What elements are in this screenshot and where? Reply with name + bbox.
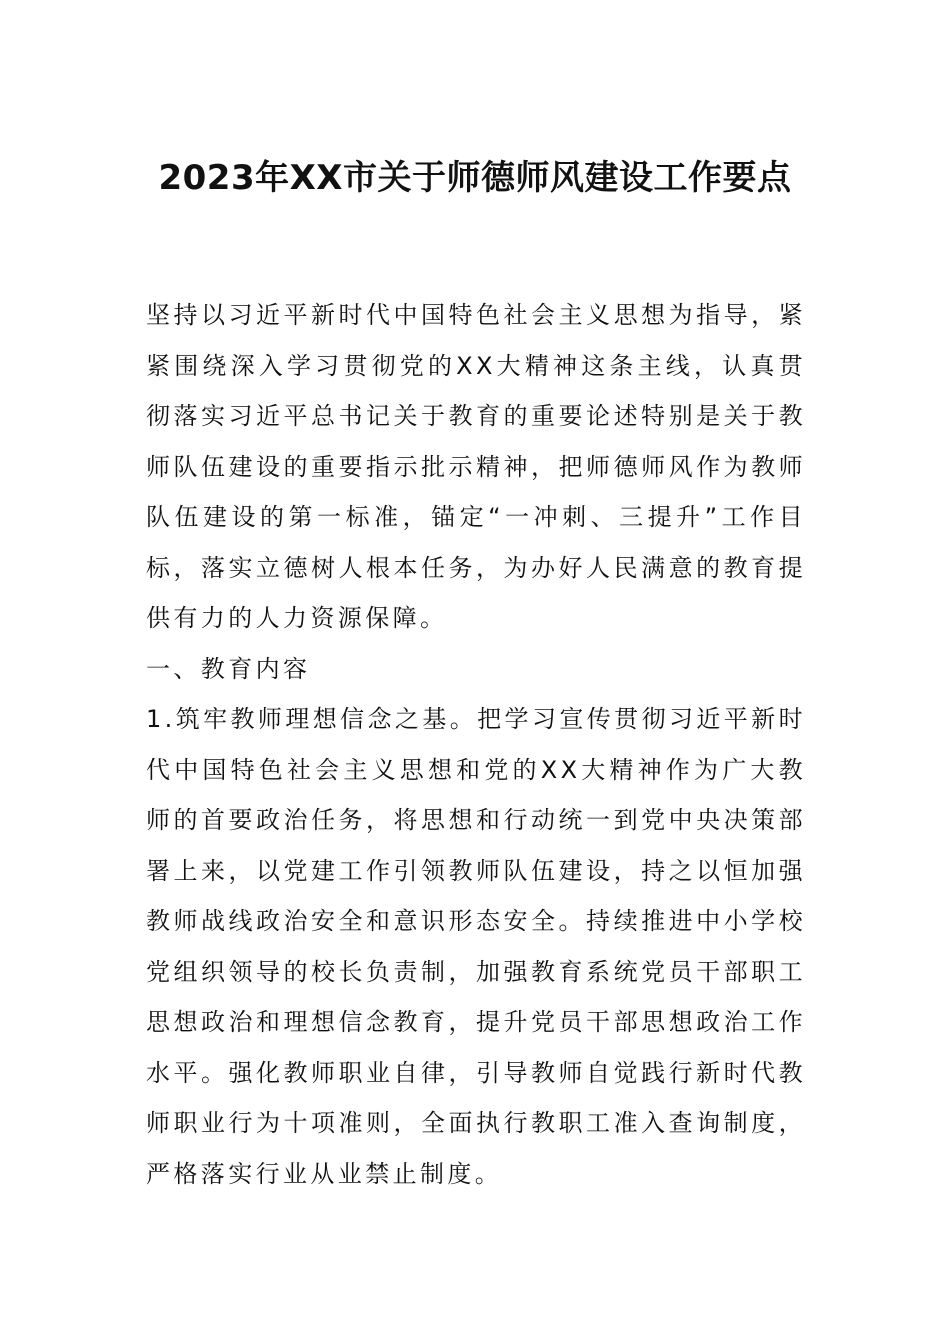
intro-paragraph: 坚持以习近平新时代中国特色社会主义思想为指导，紧紧围绕深入学习贯彻党的XX大精神这条主线，认真贯彻落实习近平总书记关于教育的重要论述特别是关于教师队伍建设的重要指示批示精神，把师德师风作为教师队伍建设的第一标准，锚定“一冲刺、三提升”工作目标，落实立德树人根本任务，为办好人民满意的教育提供有力的人力资源保障。: [146, 301, 806, 632]
item-1-paragraph: 1.筑牢教师理想信念之基。把学习宣传贯彻习近平新时代中国特色社会主义思想和党的XX大精神作为广大教师的首要政治任务，将思想和行动统一到党中央决策部署上来，以党建工作引领教师队伍建设，持之以恒加强教师战线政治安全和意识形态安全。持续推进中小学校党组织领导的校长负责制，加强教育系统党员干部职工思想政治和理想信念教育，提升党员干部思想政治工作水平。强化教师职业自律，引导教师自觉践行新时代教师职业行为十项准则，全面执行教职工准入查询制度，严格落实行业从业禁止制度。: [146, 705, 806, 1188]
section-heading: 一、教育内容: [146, 654, 311, 683]
document-title: 2023年XX市关于师德师风建设工作要点: [158, 158, 792, 198]
document-body: [146, 290, 806, 1199]
